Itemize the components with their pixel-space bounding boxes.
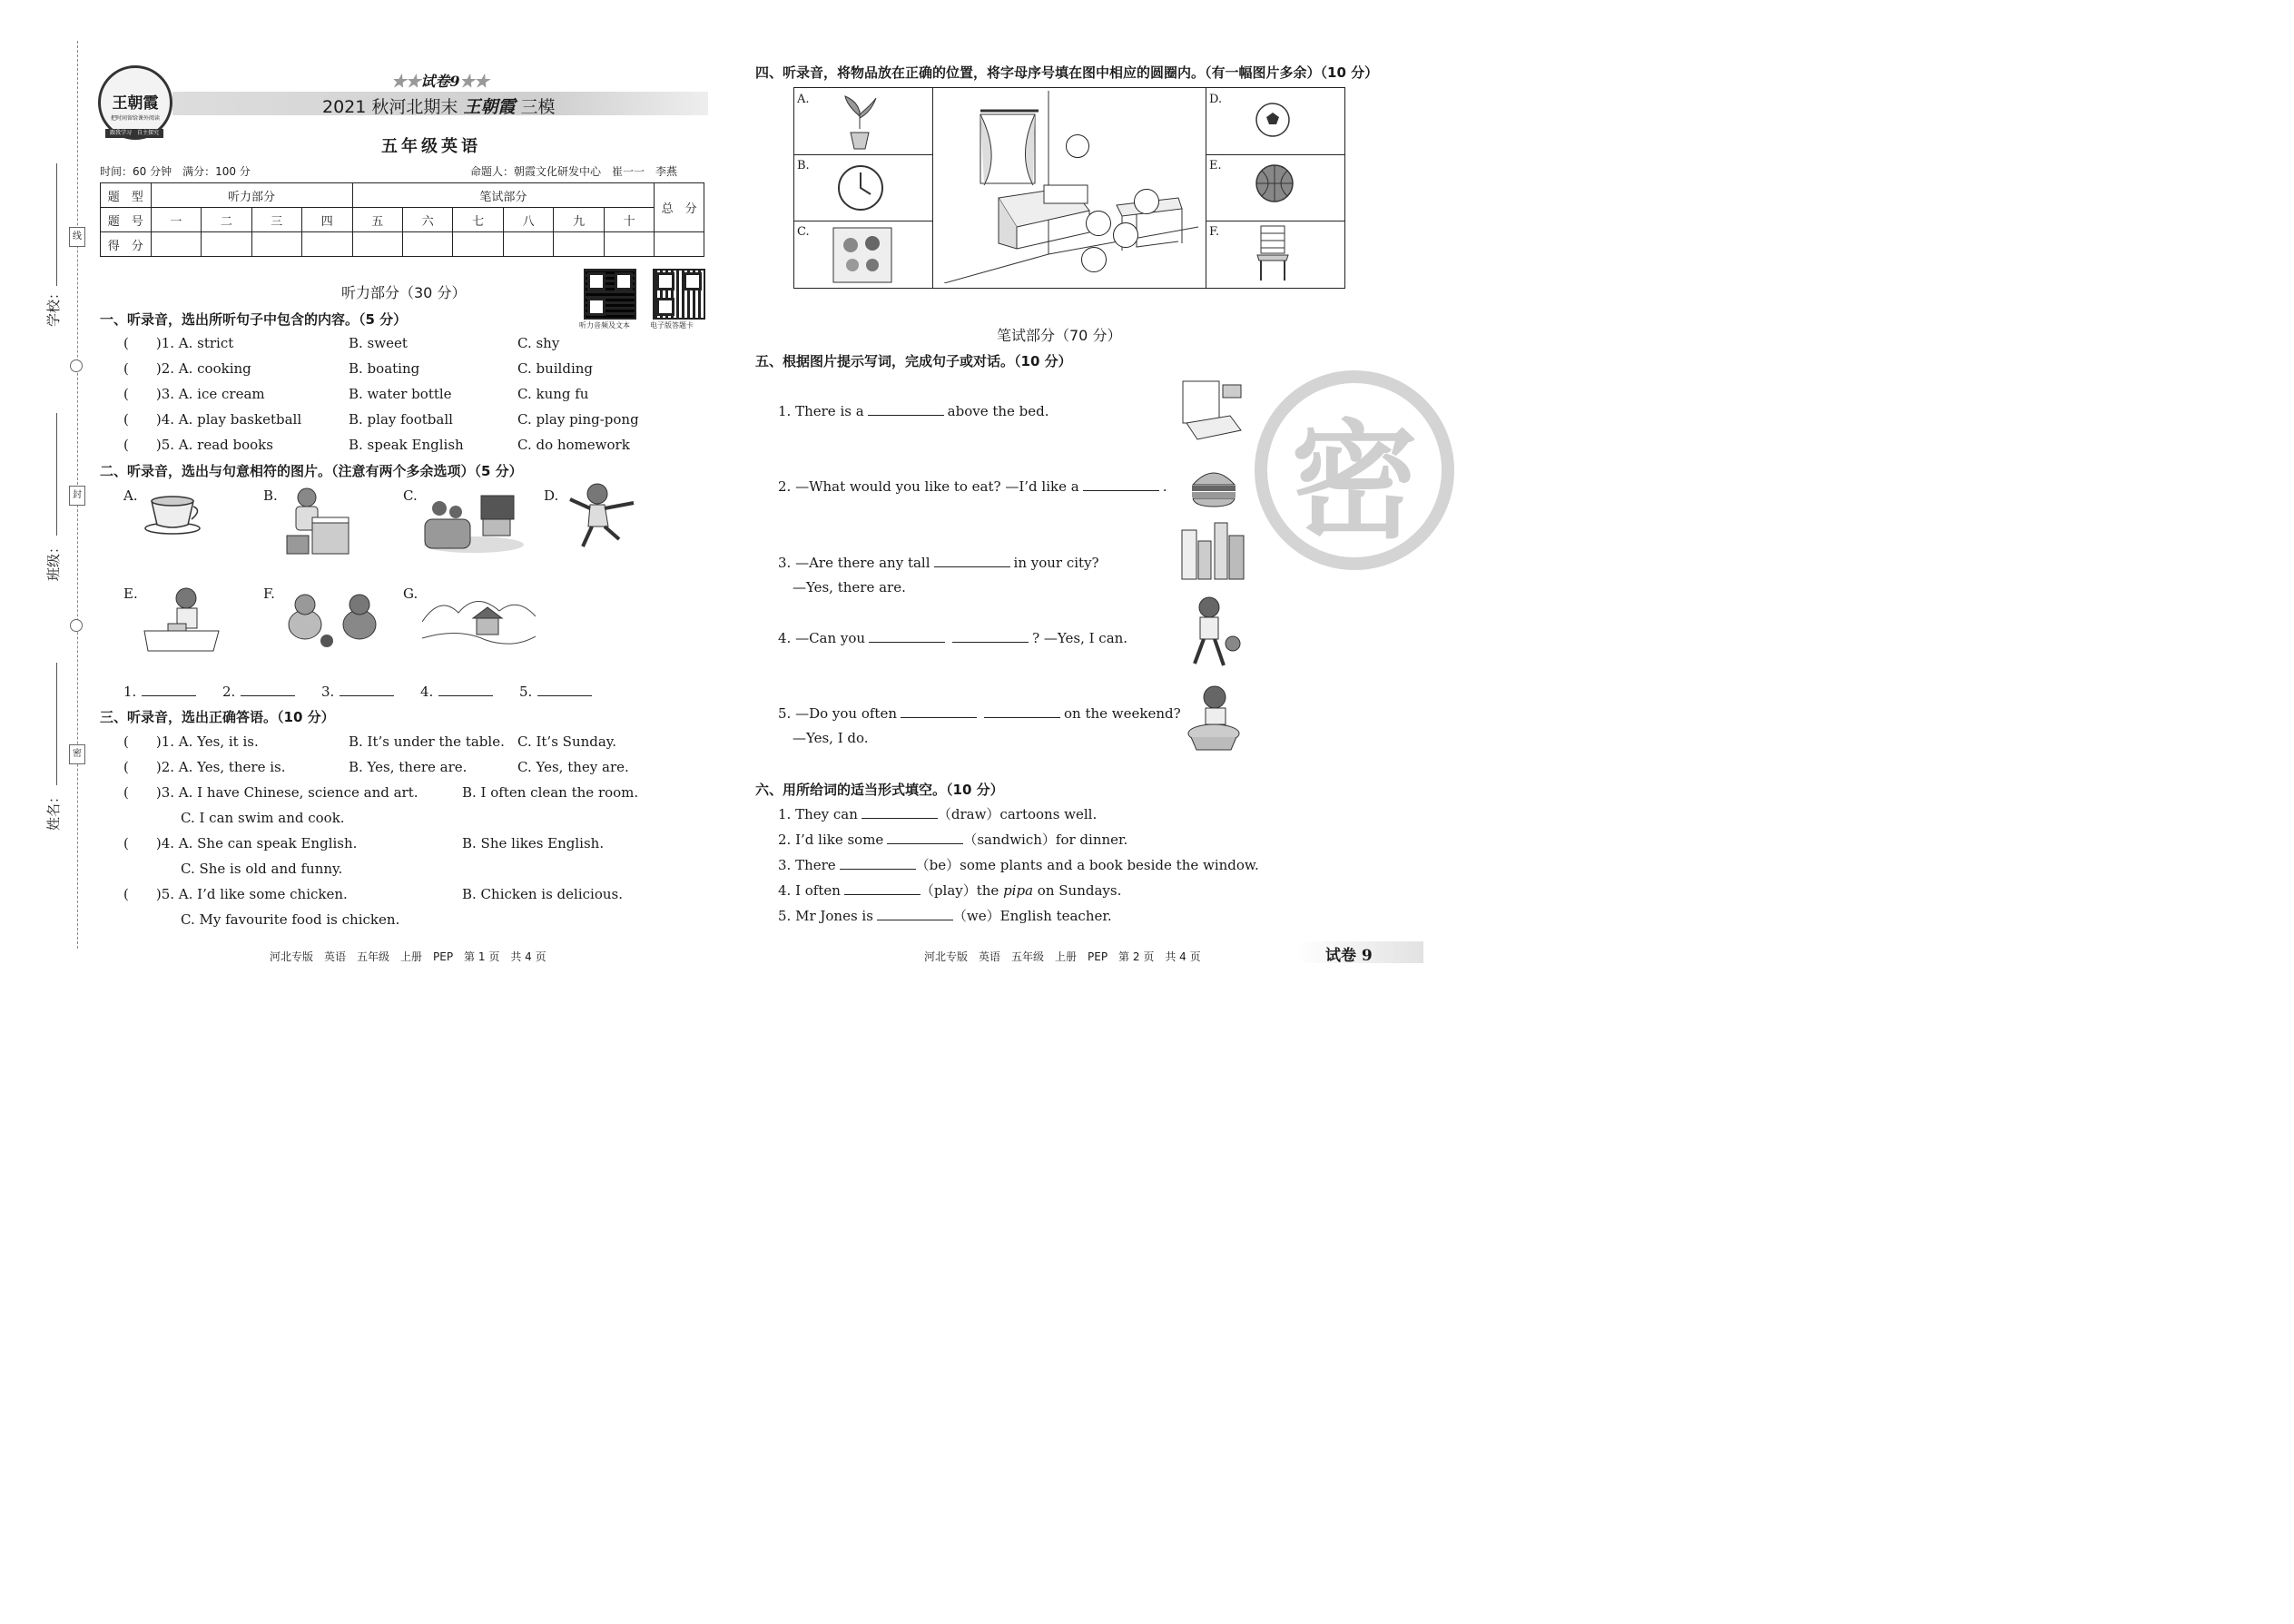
s5-q1: 1. There is a above the bed. xyxy=(778,403,1049,419)
seal-mark-secret: 密 xyxy=(69,744,85,764)
s5-q3: 3. —Are there any tall in your city? xyxy=(778,555,1099,571)
s3-q1-option-a[interactable]: ( )1. A. Yes, it is. xyxy=(123,733,259,750)
s6-q3: 3. There （be）some plants and a book beside the window. xyxy=(778,857,1259,873)
boy-washing-clothes-icon xyxy=(1184,683,1244,752)
s1-q1-option-c[interactable]: C. shy xyxy=(517,335,560,351)
score-cell[interactable] xyxy=(402,232,452,257)
score-cell[interactable] xyxy=(352,232,402,257)
qr-code-audio[interactable] xyxy=(584,269,636,320)
s5-q1-blank[interactable] xyxy=(868,402,944,416)
s3-q1-option-c[interactable]: C. It’s Sunday. xyxy=(517,733,617,750)
score-header: 题 型 xyxy=(101,183,152,208)
bedroom-scene xyxy=(944,91,1198,283)
footer-left: 河北专版 英语 五年级 上册 PEP 第 1 页 共 4 页 xyxy=(270,950,546,963)
hamburger-icon xyxy=(1189,467,1238,508)
s6-q1: 1. They can （draw）cartoons well. xyxy=(778,806,1098,822)
score-col: 五 xyxy=(352,208,402,232)
s2-label-c: C. xyxy=(403,487,418,504)
s6-q4: 4. I often （play）the pipa on Sundays. xyxy=(778,882,1122,899)
s3-q1-option-b[interactable]: B. It’s under the table. xyxy=(349,733,505,750)
s6-q2: 2. I’d like some （sandwich）for dinner. xyxy=(778,832,1128,848)
s2-label-d: D. xyxy=(544,487,559,504)
score-cell[interactable] xyxy=(251,232,301,257)
listening-heading: 听力部分（30 分） xyxy=(341,284,467,301)
author-info: 命题人：朝霞文化研发中心 崔一一 李燕 xyxy=(470,165,678,178)
section-2-title: 二、听录音，选出与句意相符的图片。（注意有两个多余选项）（5 分） xyxy=(100,463,523,479)
s3-q4-option-b[interactable]: B. She likes English. xyxy=(462,835,605,851)
seal-mark-line: 线 xyxy=(69,227,85,247)
s5-q4-blank-2[interactable] xyxy=(952,629,1029,643)
score-table xyxy=(100,182,704,257)
score-col: 四 xyxy=(302,208,352,232)
school-label: 学校： xyxy=(45,285,62,327)
s1-q1-option-a[interactable]: ( )1. A. strict xyxy=(123,335,234,351)
name-label: 姓名： xyxy=(45,789,62,831)
qr-code-answer-sheet[interactable] xyxy=(653,269,705,320)
binding-hole xyxy=(70,619,83,632)
s5-q4-blank-1[interactable] xyxy=(869,629,945,643)
s2-label-a: A. xyxy=(123,487,138,504)
s5-q3-blank[interactable] xyxy=(934,554,1010,567)
score-col: 九 xyxy=(554,208,604,232)
score-col: 八 xyxy=(503,208,553,232)
section-3-title: 三、听录音，选出正确答语。（10 分） xyxy=(100,709,335,725)
answer-circle-desk[interactable] xyxy=(1134,189,1159,214)
s1-q4-option-c[interactable]: C. play ping-pong xyxy=(517,411,639,428)
s6-q5-blank[interactable] xyxy=(877,907,953,920)
s2-blank-4[interactable]: 4. xyxy=(420,683,493,700)
score-header: 总 分 xyxy=(655,183,704,232)
star-icon: ★★ xyxy=(459,73,489,90)
section-1-title: 一、听录音，选出所听句子中包含的内容。（5 分） xyxy=(100,311,408,328)
s5-q5: 5. —Do you often on the weekend? xyxy=(778,705,1181,722)
score-col: 三 xyxy=(251,208,301,232)
s2-label-g: G. xyxy=(403,586,418,602)
s2-label-b: B. xyxy=(263,487,278,504)
binding-hole xyxy=(70,359,83,372)
s1-q2-option-b[interactable]: B. boating xyxy=(349,360,420,377)
s5-q5-blank-1[interactable] xyxy=(901,704,977,718)
potted-plant-icon xyxy=(840,93,881,151)
s3-q5-option-a[interactable]: ( )5. A. I’d like some chicken. xyxy=(123,886,348,902)
kids-watching-tv-icon xyxy=(419,488,524,554)
score-cell[interactable] xyxy=(453,232,503,257)
score-cell[interactable] xyxy=(503,232,553,257)
writing-heading: 笔试部分（70 分） xyxy=(997,327,1122,344)
score-cell[interactable] xyxy=(604,232,654,257)
score-header: 笔试部分 xyxy=(352,183,655,208)
s5-q3-reply: —Yes, there are. xyxy=(793,579,906,595)
time-info: 时间：60 分钟 满分：100 分 xyxy=(100,165,251,178)
teacup-icon xyxy=(141,490,204,536)
score-cell[interactable] xyxy=(151,232,201,257)
score-col: 二 xyxy=(202,208,251,232)
seal-mark-seal: 封 xyxy=(69,486,85,506)
s3-q3-option-a[interactable]: ( )3. A. I have Chinese, science and art. xyxy=(123,784,418,801)
tall-buildings-icon xyxy=(1178,521,1247,581)
girl-playing-piano-icon xyxy=(280,483,352,561)
s2-blank-3[interactable]: 3. xyxy=(321,683,394,700)
section-5-title: 五、根据图片提示写词，完成句子或对话。（10 分） xyxy=(755,353,1072,369)
s2-blank-1[interactable]: 1. xyxy=(123,683,196,700)
soccer-ball-icon xyxy=(1255,102,1291,138)
score-col: 一 xyxy=(151,208,201,232)
s1-q4-option-a[interactable]: ( )4. A. play basketball xyxy=(123,411,302,428)
s3-q2-option-c[interactable]: C. Yes, they are. xyxy=(517,759,629,775)
item-b-label: B. xyxy=(797,159,810,172)
star-icon: ★★ xyxy=(391,73,421,90)
score-cell[interactable] xyxy=(202,232,251,257)
s5-q2: 2. —What would you like to eat? —I’d like a . xyxy=(778,478,1167,495)
item-c-label: C. xyxy=(797,225,810,239)
s3-q4-option-a[interactable]: ( )4. A. She can speak English. xyxy=(123,835,358,851)
s3-q4-option-c[interactable]: C. She is old and funny. xyxy=(181,861,343,877)
boy-doing-homework-icon xyxy=(141,584,222,655)
item-e-label: E. xyxy=(1209,159,1222,172)
answer-circle-wall[interactable] xyxy=(1066,134,1089,158)
item-a-label: A. xyxy=(797,93,810,106)
logo-ribbon: 跟我学习 自主探究 xyxy=(105,129,163,138)
s1-q5-option-a[interactable]: ( )5. A. read books xyxy=(123,437,273,453)
boy-playing-basketball-icon xyxy=(1184,595,1244,673)
s2-blank-5[interactable]: 5. xyxy=(519,683,592,700)
s2-label-e: E. xyxy=(123,586,138,602)
s1-q5-option-c[interactable]: C. do homework xyxy=(517,437,630,453)
s5-q4: 4. —Can you ? —Yes, I can. xyxy=(778,630,1128,646)
s6-q4-blank[interactable] xyxy=(844,881,921,895)
s3-q3-option-c[interactable]: C. I can swim and cook. xyxy=(181,810,345,826)
subject-title: 五年级英语 xyxy=(381,137,481,156)
score-cell[interactable] xyxy=(302,232,352,257)
brand-name: 王朝霞 xyxy=(463,97,516,117)
s3-q2-option-a[interactable]: ( )2. A. Yes, there is. xyxy=(123,759,286,775)
bedroom-picture-icon xyxy=(1181,379,1245,445)
secret-watermark: 密 xyxy=(1255,370,1454,570)
s6-q2-blank[interactable] xyxy=(887,831,963,844)
s1-q1-option-b[interactable]: B. sweet xyxy=(349,335,408,351)
class-label: 班级： xyxy=(45,539,62,581)
s1-q3-option-a[interactable]: ( )3. A. ice cream xyxy=(123,386,265,402)
exam-badge: ★★试卷9★★ xyxy=(391,73,489,90)
s1-q5-option-b[interactable]: B. speak English xyxy=(349,437,464,453)
section-4-title: 四、听录音，将物品放在正确的位置，将字母序号填在图中相应的圆圈内。（有一幅图片多余）（10 分） xyxy=(755,64,1379,81)
clock-icon xyxy=(836,163,885,212)
chair-icon xyxy=(1255,224,1292,282)
item-d-label: D. xyxy=(1209,93,1223,106)
school-line[interactable] xyxy=(56,163,57,286)
family-photo-icon xyxy=(832,227,892,283)
name-line[interactable] xyxy=(56,663,57,785)
s6-q5: 5. Mr Jones is （we）English teacher. xyxy=(778,908,1112,924)
score-cell[interactable] xyxy=(655,232,704,257)
score-header: 听力部分 xyxy=(151,183,352,208)
exam-title: 2021 秋河北期末 王朝霞 三模 xyxy=(322,97,556,117)
s3-q5-option-c[interactable]: C. My favourite food is chicken. xyxy=(181,911,400,928)
logo-text: 王朝霞 xyxy=(112,94,159,113)
s3-q3-option-b[interactable]: B. I often clean the room. xyxy=(462,784,639,801)
basketball-icon xyxy=(1255,163,1295,203)
s3-q2-option-b[interactable]: B. Yes, there are. xyxy=(349,759,468,775)
score-col: 七 xyxy=(453,208,503,232)
s5-q5-reply: —Yes, I do. xyxy=(793,730,869,746)
score-col: 六 xyxy=(402,208,452,232)
score-header: 题 号 xyxy=(101,208,152,232)
score-col: 十 xyxy=(604,208,654,232)
qr-caption-left: 听力音频及文本 xyxy=(579,321,630,330)
class-line[interactable] xyxy=(56,413,57,536)
answer-circle-floor[interactable] xyxy=(1081,247,1107,272)
score-cell[interactable] xyxy=(554,232,604,257)
s2-blank-2[interactable]: 2. xyxy=(222,683,295,700)
score-header: 得 分 xyxy=(101,232,152,257)
footer-right: 河北专版 英语 五年级 上册 PEP 第 2 页 共 4 页 xyxy=(924,950,1201,963)
s1-q3-option-c[interactable]: C. kung fu xyxy=(517,386,589,402)
boy-doing-kungfu-icon xyxy=(563,481,640,550)
answer-circle-under-desk[interactable] xyxy=(1113,222,1138,248)
answer-circle-bed[interactable] xyxy=(1086,211,1111,236)
farm-scene-icon xyxy=(422,586,536,656)
dogs-icon xyxy=(283,590,385,650)
section-6-title: 六、用所给词的适当形式填空。（10 分） xyxy=(755,782,1004,798)
logo-tagline: 把时间留给课外阅读 xyxy=(110,115,160,122)
s6-q3-blank[interactable] xyxy=(840,856,916,870)
footer-badge-text: 试卷 9 xyxy=(1325,947,1373,965)
s5-q5-blank-2[interactable] xyxy=(984,704,1060,718)
s2-label-f: F. xyxy=(263,586,275,602)
s1-q2-option-a[interactable]: ( )2. A. cooking xyxy=(123,360,251,377)
s1-q2-option-c[interactable]: C. building xyxy=(517,360,593,377)
qr-caption-right: 电子版答题卡 xyxy=(650,321,694,330)
s1-q4-option-b[interactable]: B. play football xyxy=(349,411,453,428)
s1-q3-option-b[interactable]: B. water bottle xyxy=(349,386,452,402)
s6-q1-blank[interactable] xyxy=(861,805,938,819)
s5-q2-blank[interactable] xyxy=(1083,477,1159,491)
item-f-label: F. xyxy=(1209,225,1220,239)
s3-q5-option-b[interactable]: B. Chicken is delicious. xyxy=(462,886,623,902)
